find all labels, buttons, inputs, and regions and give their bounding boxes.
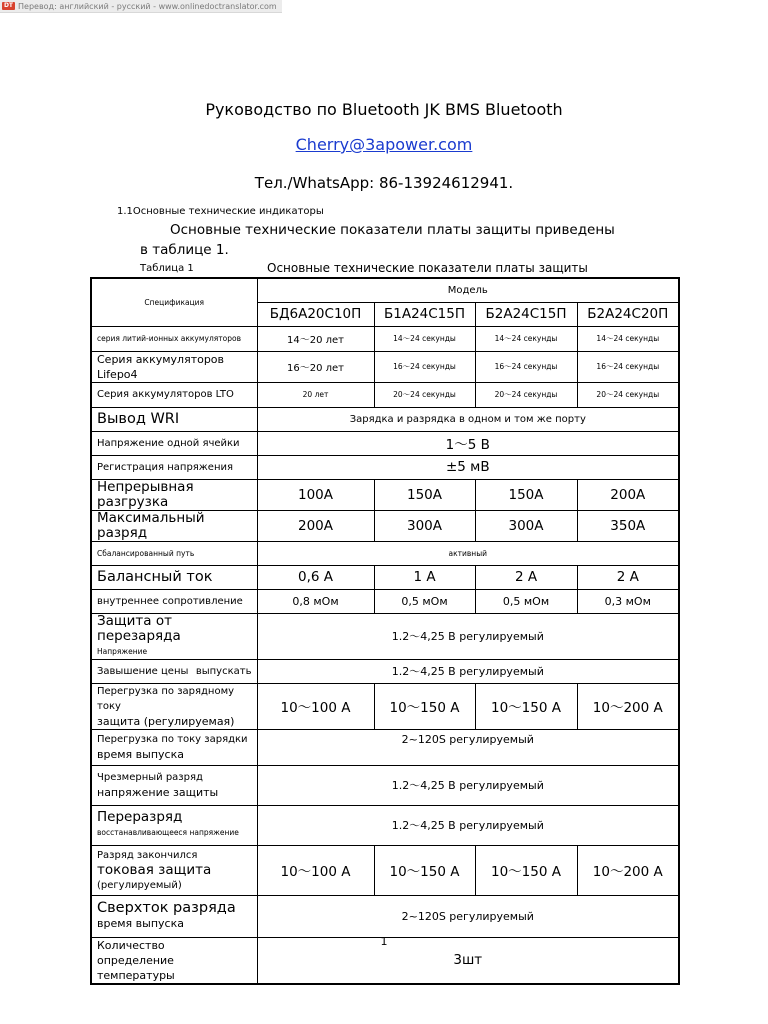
cell-value: 10～150 А xyxy=(475,683,577,729)
row-label: Вывод WRI xyxy=(91,407,257,431)
cell-value: 16～24 секунды xyxy=(577,351,679,382)
cell-value: 200A xyxy=(257,510,374,541)
table-row xyxy=(91,455,679,479)
cell-value: 0,6 А xyxy=(257,565,374,589)
row-label: Перегрузка по зарядному току xyxy=(97,685,235,712)
cell-value: 16～24 секунды xyxy=(475,351,577,382)
cell-value: 2~120S регулируемый xyxy=(257,895,679,937)
phone-line: Тел./WhatsApp: 86-13924612941. xyxy=(254,174,514,192)
cell-value: 20～24 секунды xyxy=(577,382,679,407)
table-row xyxy=(91,729,679,765)
row-label-cell xyxy=(91,729,257,765)
row-label-sub: восстанавливающееся напряжение xyxy=(97,828,239,837)
table-row xyxy=(91,683,679,729)
document-title: Руководство по Bluetooth JK BMS Bluetooth xyxy=(205,100,563,119)
page-number: 1 xyxy=(380,935,388,948)
model-name: Б2А24С15П xyxy=(475,302,577,326)
cell-value: 14～24 секунды xyxy=(374,326,475,351)
cell-value: 16～24 секунды xyxy=(374,351,475,382)
cell-value: ±5 мВ xyxy=(257,455,679,479)
section-heading: 1.1Основные технические индикаторы xyxy=(117,206,324,217)
cell-value: 10～150 А xyxy=(374,845,475,895)
row-label: Количество xyxy=(97,938,165,952)
table-row xyxy=(91,351,679,382)
row-label: Переразряд xyxy=(97,809,183,825)
row-label: Балансный ток xyxy=(91,565,257,589)
table-row xyxy=(91,895,679,937)
spec-header: Спецификация xyxy=(91,278,257,326)
row-label: Перегрузка по току зарядки xyxy=(97,734,248,745)
cell-value: Зарядка и разрядка в одном и том же порту xyxy=(257,407,679,431)
cell-value: 10～200 А xyxy=(577,683,679,729)
cell-value: 1.2～4,25 В регулируемый xyxy=(257,765,679,805)
cell-value: 1～5 В xyxy=(257,431,679,455)
table-caption-label: Таблица 1 xyxy=(140,263,194,274)
row-label: Напряжение одной ячейки xyxy=(91,431,257,455)
email-link[interactable]: Cherry@3apower.com xyxy=(295,135,473,154)
row-label-sub: (регулируемый) xyxy=(97,879,182,891)
translator-logo-icon: DT xyxy=(3,2,14,9)
row-label-cell xyxy=(91,895,257,937)
cell-value: 2~120S регулируемый xyxy=(257,729,679,765)
row-label: внутреннее сопротивление xyxy=(91,589,257,613)
row-label-cell xyxy=(91,765,257,805)
cell-value: 20 лет xyxy=(257,382,374,407)
row-label-cell xyxy=(91,683,257,729)
table-caption-title: Основные технические показатели платы защиты xyxy=(267,261,588,275)
cell-value: 0,8 мОм xyxy=(257,589,374,613)
row-label: Максимальный разряд xyxy=(91,510,257,541)
cell-value: 0,5 мОм xyxy=(374,589,475,613)
row-label-sub: напряжение защиты xyxy=(97,786,219,799)
model-name: БД6А20С10П xyxy=(257,302,374,326)
row-label: Сбалансированный путь xyxy=(91,541,257,565)
row-label: Сверхток разряда xyxy=(97,900,236,916)
cell-value: 0,3 мОм xyxy=(577,589,679,613)
cell-value: 10～100 А xyxy=(257,845,374,895)
table-row xyxy=(91,431,679,455)
row-label-sub: определение температуры xyxy=(97,953,175,982)
cell-value: активный xyxy=(257,541,679,565)
table-row xyxy=(91,845,679,895)
cell-value: 3шт xyxy=(257,937,679,984)
row-label-cell xyxy=(91,845,257,895)
cell-value: 1.2～4,25 В регулируемый xyxy=(257,659,679,683)
model-name: Б2А24С20П xyxy=(577,302,679,326)
cell-value: 1.2～4,25 В регулируемый xyxy=(257,805,679,845)
cell-value: 10～150 А xyxy=(475,845,577,895)
cell-value: 14～24 секунды xyxy=(577,326,679,351)
cell-value: 150A xyxy=(475,479,577,510)
row-label-sub: защита (регулируемая) xyxy=(97,714,235,728)
row-label-cell xyxy=(91,805,257,845)
cell-value: 20～24 секунды xyxy=(475,382,577,407)
cell-value: 16～20 лет xyxy=(257,351,374,382)
email-line xyxy=(0,135,768,154)
row-label: Непрерывная разгрузка xyxy=(91,479,257,510)
table-row xyxy=(91,765,679,805)
row-label: Завышение цены xyxy=(97,665,189,677)
table-row xyxy=(91,659,679,683)
cell-value: 0,5 мОм xyxy=(475,589,577,613)
spec-table xyxy=(90,277,680,985)
row-label: Чрезмерный разряд xyxy=(97,772,203,783)
cell-value: 14～20 лет xyxy=(257,326,374,351)
translator-banner[interactable] xyxy=(0,0,282,13)
table-row xyxy=(91,565,679,589)
cell-value: 1 А xyxy=(374,565,475,589)
cell-value: 10～150 А xyxy=(374,683,475,729)
cell-value: 1.2～4,25 В регулируемый xyxy=(257,613,679,659)
row-label: Разряд закончился xyxy=(97,849,198,861)
table-row xyxy=(91,407,679,431)
row-label: Регистрация напряжения xyxy=(91,455,257,479)
cell-value: 150A xyxy=(374,479,475,510)
table-row xyxy=(91,613,679,659)
row-label-sub: токовая защита xyxy=(97,861,212,878)
cell-value: 2 А xyxy=(577,565,679,589)
cell-value: 300A xyxy=(374,510,475,541)
table-header-row xyxy=(91,278,679,302)
cell-value: 10～100 А xyxy=(257,683,374,729)
intro-paragraph: Основные технические показатели платы защиты приведены в таблице 1. xyxy=(140,222,615,258)
cell-value: 10～200 А xyxy=(577,845,679,895)
cell-value: 200A xyxy=(577,479,679,510)
model-name: Б1А24С15П xyxy=(374,302,475,326)
table-row xyxy=(91,326,679,351)
row-label: Серия аккумуляторов LTO xyxy=(91,382,257,407)
banner-text[interactable]: Перевод: английский - русский - www.onlinedoctranslator.com xyxy=(18,1,277,11)
row-label-extra: выпускать xyxy=(195,665,252,677)
model-header: Модель xyxy=(257,278,679,302)
row-label-cell xyxy=(91,613,257,659)
table-row xyxy=(91,510,679,541)
cell-value: 2 А xyxy=(475,565,577,589)
row-label: серия литий-ионных аккумуляторов xyxy=(91,326,257,351)
table-row xyxy=(91,805,679,845)
cell-value: 100A xyxy=(257,479,374,510)
row-label-sub: Напряжение xyxy=(97,646,148,656)
table-row xyxy=(91,589,679,613)
table-row xyxy=(91,541,679,565)
cell-value: 350A xyxy=(577,510,679,541)
cell-value: 14～24 секунды xyxy=(475,326,577,351)
table-row xyxy=(91,479,679,510)
row-label-sub: время выпуска xyxy=(97,917,184,930)
row-label: Серия аккумуляторов Lifepo4 xyxy=(91,351,257,382)
row-label: Защита от перезаряда xyxy=(97,613,181,644)
cell-value: 300A xyxy=(475,510,577,541)
table-row xyxy=(91,382,679,407)
row-label-cell xyxy=(91,659,257,683)
cell-value: 20～24 секунды xyxy=(374,382,475,407)
row-label-sub: время выпуска xyxy=(97,748,184,761)
